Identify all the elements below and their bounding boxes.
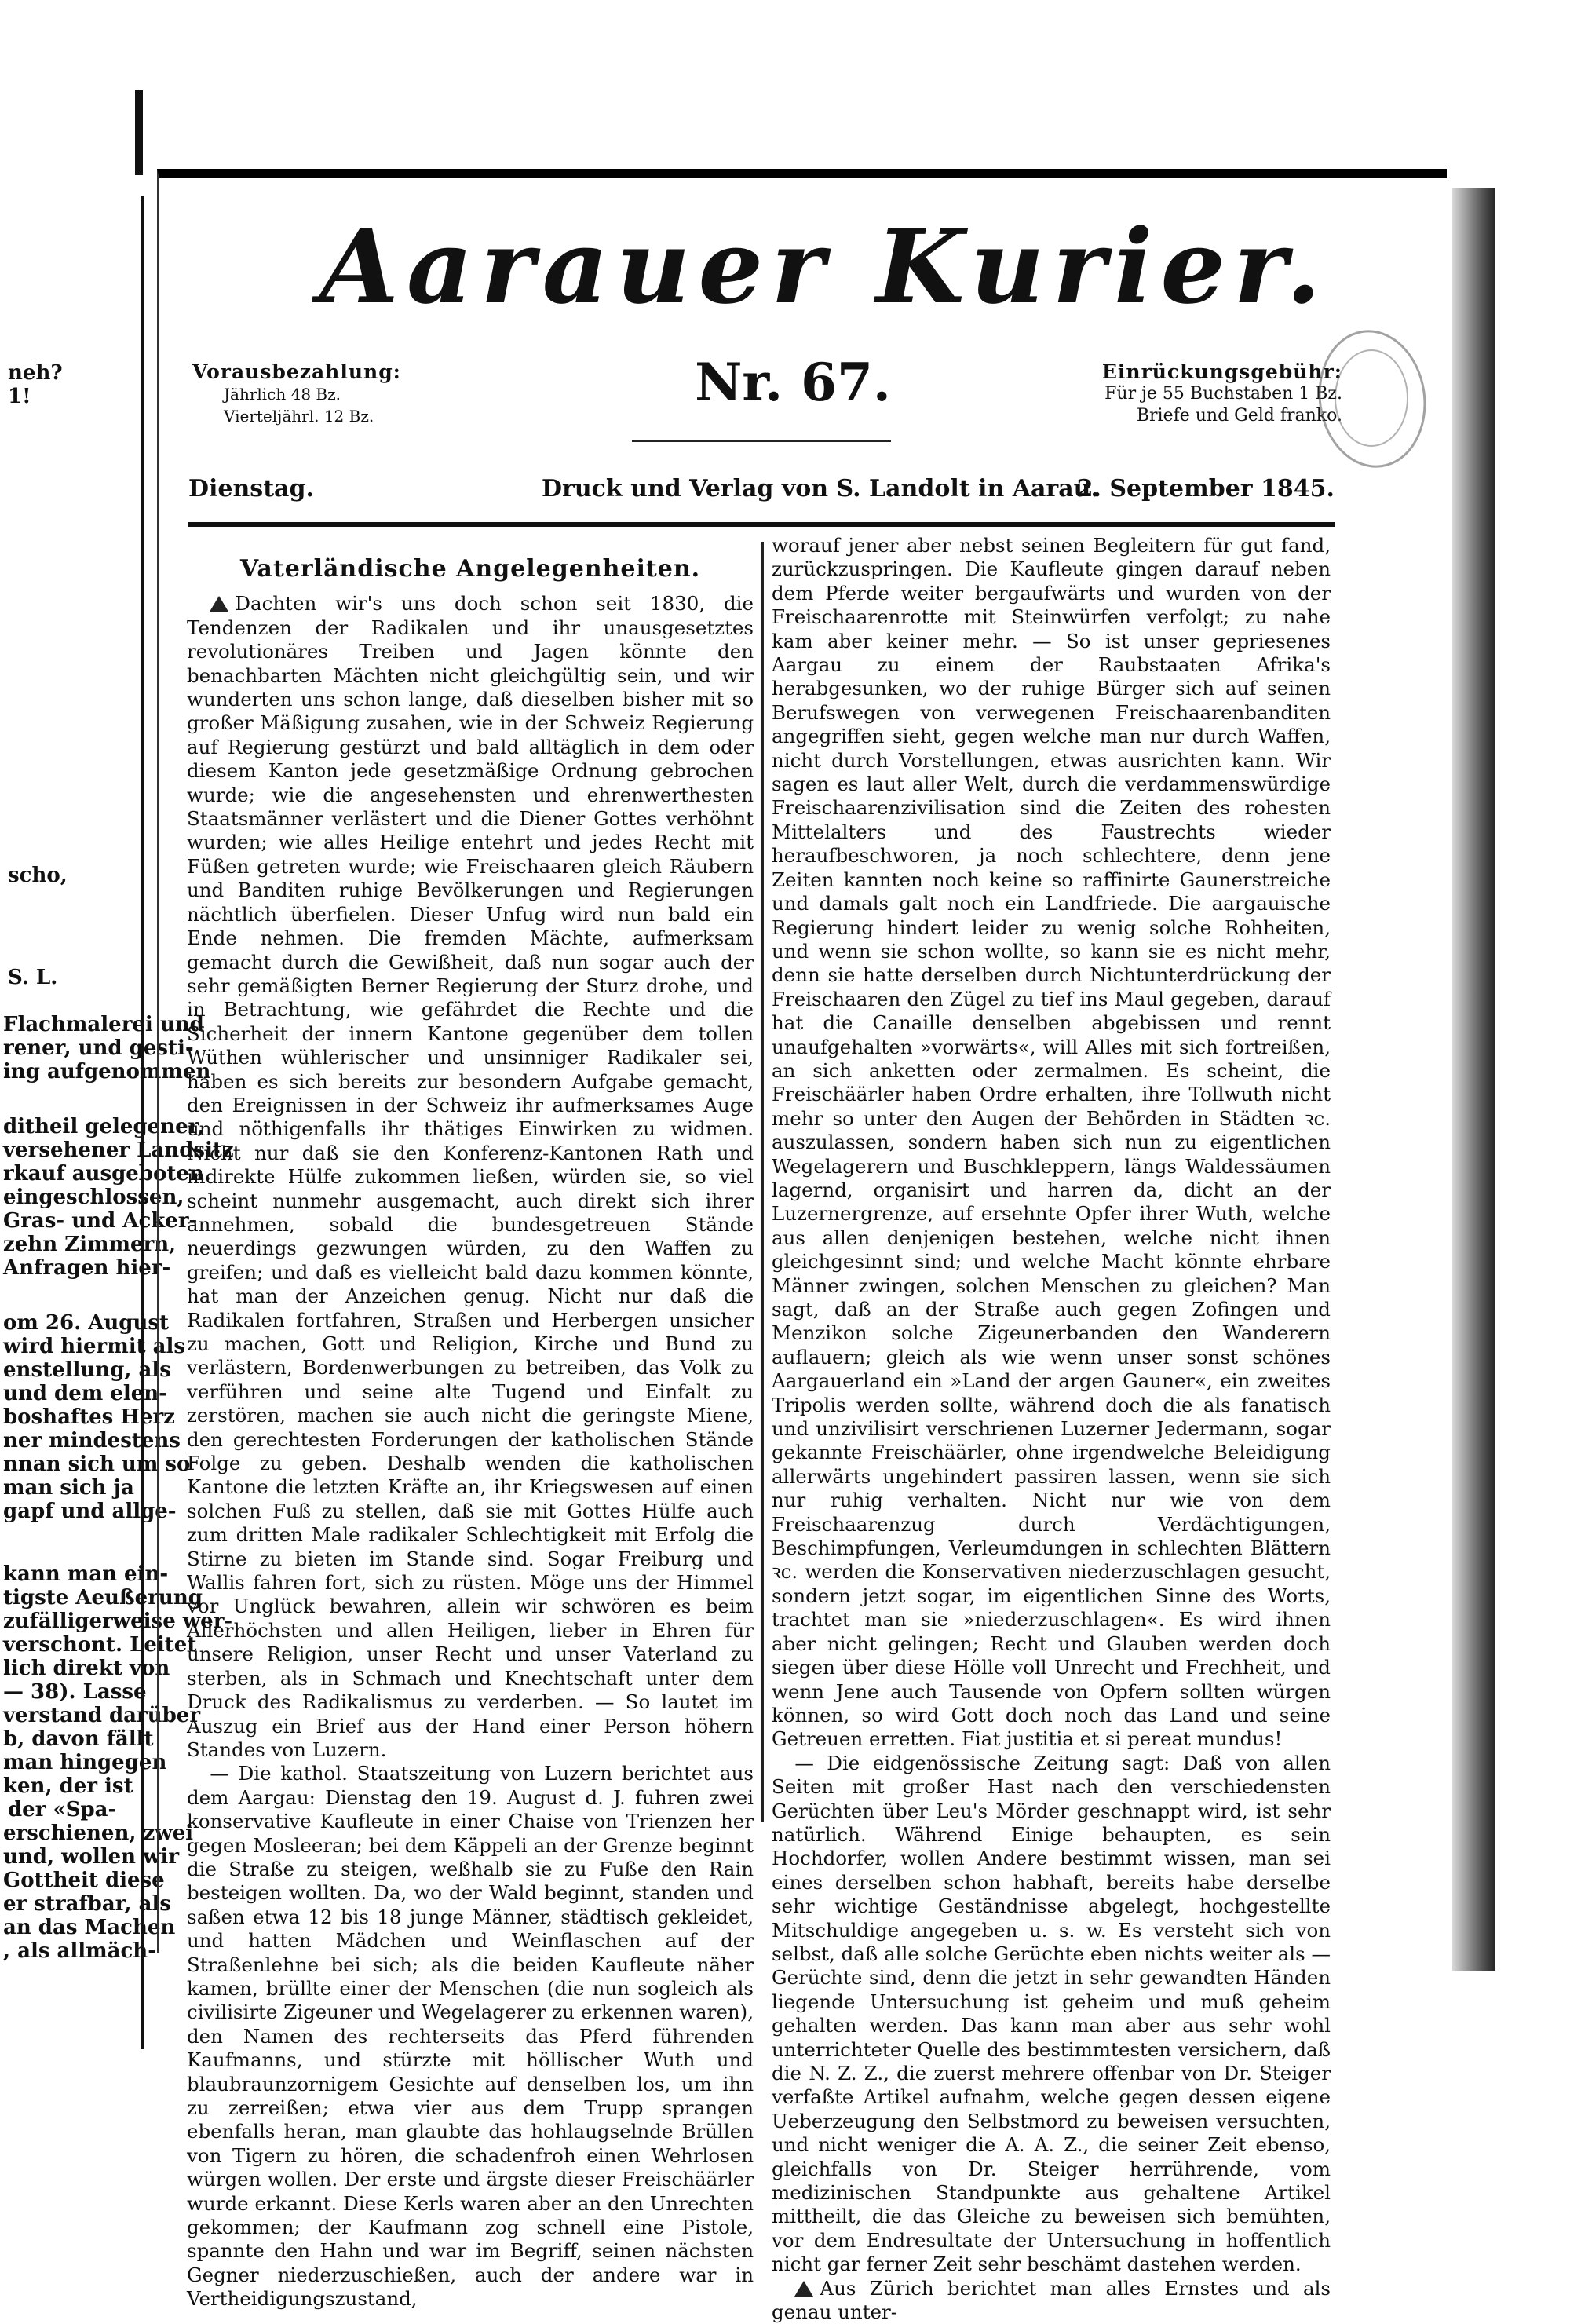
left-page-fragment-line: boshaftes Herz xyxy=(3,1405,175,1429)
left-page-fragment-line: zehn Zimmern, xyxy=(3,1233,177,1256)
left-page-fragment-line: gapf und allge- xyxy=(3,1500,177,1523)
library-stamp-inner-ring xyxy=(1334,349,1408,447)
left-page-fragment-line: — 38). Lasse xyxy=(3,1680,147,1704)
date-label: 2. September 1845. xyxy=(1076,475,1334,502)
left-page-fragment-line: neh? xyxy=(8,361,63,385)
article-paragraph: — Die kathol. Staatszeitung von Luzern berichtet aus dem Aargau: Dienstag den 19. August d. J. fuhren zwei konservative Kaufleute in einer Chaise von Trienzen her gegen Mosleeran; bei dem Käppeli an der Grenze beginnt die Straße zu steigen, weßhalb sie zu Fuße den Rain besteigen wollten. Da, wo der Wald beginnt, standen und saßen etwa 12 bis 18 junge Männer, städtisch gekleidet, und hatten Mädchen und Weinflaschen auf der Straßenlehne bei sich; als die beiden Kaufleute näher kamen, brüllte einer der Menschen (die nun sogleich als civilisirte Zigeuner und Wegelagerer zu erkennen waren), den Namen des rechterseits das Pferd führenden Kaufmanns, und stürzte mit höllischer Wuth und blaubraunzornigem Gesichte auf denselben los, um ihn zu zerreißen; etwa vier aus dem Trupp sprangen ebenfalls heran, man glaubte das hohlaugselnde Brüllen von Tigern zu hören, die schadenfroh einen Wehrlosen würgen wollen. Der erste und ärgste dieser Freischäärler wurde erkannt. Diese Kerls waren aber an den Unrechten gekommen; der Kaufmann zog schnell eine Pistole, spannte den Hahn und war im Begriff, seinen nächsten Gegner niederzuschießen, auch der andere war in Vertheidigungszustand, xyxy=(187,1762,754,2311)
insertion-fee-heading: Einrückungsgebühr: xyxy=(1101,360,1342,383)
left-page-fragment-line: ing aufgenommen xyxy=(3,1060,211,1083)
left-page-fragment-line: an das Machen xyxy=(3,1916,176,1939)
left-page-fragment-line: nnan sich um so xyxy=(3,1452,191,1476)
article-paragraph: — Die eidgenössische Zeitung sagt: Daß von allen Seiten mit großer Hast nach den verschiedensten Gerüchten über Leu's Mörder geschnappt wird, ist sehr natürlich. Während Einige behaupten, es sein Hochdorfer, wollen Andere bestimmt wissen, man sei eines derselben schon habhaft, bereits habe derselbe sehr wichtige Geständnisse abgelegt, hochgestellte Mitschuldige angegeben u. s. w. Es versteht sich von selbst, daß alle solche Gerüchte eben nichts weiter als — Gerüchte sind, denn die jetzt in sehr gewandten Händen liegende Untersuchung ist geheim und muß geheim gehalten werden. Das kann man aber aus sehr wohl unterrichteter Quelle des bestimmtesten versichern, daß die N. Z. Z., die zuerst mehrere offenbar von Dr. Steiger verfaßte Artikel aufnahm, welche gegen dessen eigene Ueberzeugung den Selbstmord zu beweisen versuchten, und nicht weniger die A. A. Z., die seiner Zeit ebenso, gleichfalls von Dr. Steiger herrührende, vom medizinischen Standpunkte aus gehaltene Artikel mittheilt, die das Gleiche zu beweisen sich bemühten, vor dem Endresultate der Untersuchung in hoffentlich nicht gar ferner Zeit sehr beschämt dastehen werden. xyxy=(772,1751,1331,2276)
left-page-fragment-line: eingeschlossen, xyxy=(3,1186,184,1209)
left-page-fragment-line: ditheil gelegener, xyxy=(3,1115,205,1138)
left-page-fragment-line: er strafbar, als xyxy=(3,1892,171,1916)
triangle-marker-icon xyxy=(794,2281,813,2297)
prepayment-info xyxy=(192,361,428,427)
left-page-fragment-line: Gras- und Acker- xyxy=(3,1209,198,1233)
left-page-fragment-line: man sich ja xyxy=(3,1476,134,1500)
article-paragraph xyxy=(187,592,754,1762)
issue-rule xyxy=(632,440,891,442)
imprint-line xyxy=(188,475,1334,513)
header-rule xyxy=(188,522,1334,527)
weekday-label: Dienstag. xyxy=(188,475,314,502)
left-page-fragment-line: der «Spa- xyxy=(8,1798,117,1822)
article-column-left xyxy=(187,557,754,2311)
left-page-fragment-line: rener, und gesti- xyxy=(3,1036,194,1060)
left-page-fragment-line: wird hiermit als xyxy=(3,1335,186,1358)
left-page-fragment-line: b, davon fällt xyxy=(3,1727,154,1751)
triangle-marker-icon xyxy=(210,596,228,612)
insertion-fee-info xyxy=(1044,361,1342,427)
left-page-fragment-line: verschont. Leitet xyxy=(3,1633,197,1657)
left-page-fragment-line: ken, der ist xyxy=(3,1774,133,1798)
left-page-fragment-line: und, wollen wir xyxy=(3,1845,180,1869)
left-page-fragment-line: rkauf ausgeboten. xyxy=(3,1162,211,1186)
section-heading: Vaterländische Angelegenheiten. xyxy=(239,555,701,583)
page-edge-shadow xyxy=(1452,188,1495,1971)
left-page-fragment-line: kann man ein- xyxy=(3,1562,169,1586)
left-page-fragment-line: und dem elen- xyxy=(3,1382,167,1405)
left-page-fragment-line: zufälligerweise wer- xyxy=(3,1610,233,1633)
issue-number: Nr. 67. xyxy=(695,352,891,413)
binding-rule xyxy=(135,90,143,175)
left-page-fragment-line: enstellung, als xyxy=(3,1358,171,1382)
left-page-fragment-line: Anfragen hier- xyxy=(3,1256,171,1280)
left-page-fragment-line: S. L. xyxy=(8,966,58,989)
insertion-fee-rate: Für je 55 Buchstaben 1 Bz. xyxy=(1104,384,1342,404)
left-page-fragment-line: Flachmalerei und xyxy=(3,1013,204,1036)
left-page-fragment-line: tigste Aeußerung xyxy=(3,1586,203,1610)
prepayment-heading: Vorausbezahlung: xyxy=(192,360,401,383)
prepayment-yearly: Jährlich 48 Bz. xyxy=(224,385,341,404)
masthead-title: Aarauer Kurier. xyxy=(319,206,1329,327)
left-page-fragment-line: om 26. August xyxy=(3,1311,169,1335)
left-page-fragment-line: scho, xyxy=(8,864,68,887)
left-page-fragment-line: ner mindestens xyxy=(3,1429,181,1452)
article-column-right xyxy=(772,534,1331,2324)
left-page-fragment-line: 1! xyxy=(8,385,31,408)
left-page-fragment-line: versehener Landsitz xyxy=(3,1138,234,1162)
insertion-fee-postage: Briefe und Geld franko. xyxy=(1136,406,1342,426)
left-page-fragment xyxy=(0,361,234,1979)
article-paragraph-text: Dachten wir's uns doch schon seit 1830, die Tendenzen der Radikalen und ihr unausgesetztes revolutionäres Treiben und Jagen könnte den benachbarten Mächten nicht gleichgültig sein, und wir wunderten uns schon lange, daß dieselben bisher mit so großer Mäßigung zusahen, wie in der Schweiz Regierung auf Regierung gestürzt und bald alltäglich in dem oder diesem Kanton jede gesetzmäßige Ordnung gebrochen wurde; wie die angesehensten und ehrenwerthesten Staatsmänner verlästert und die Diener Gottes verhöhnt wurden; wie alles Heilige entehrt und jedes Recht mit Füßen getreten wurde; wie Freischaaren gleich Räubern und Banditen ruhige Bevölkerungen und Regierungen nächtlich überfielen. Dieser Unfug wird nun bald ein Ende nehmen. Die fremden Mächte, aufmerksam gemacht durch die Gewißheit, daß nun sogar auch der sehr gemäßigten Berner Regierung der Sturz drohe, und in Betrachtung, wie gefährdet die Rechte und die Sicherheit der innern Kantone gegenüber dem tollen Wüthen wühlerischer und unsinniger Radikaler sei, haben es sich bereits zur besondern Aufgabe gemacht, den Ereignissen in der Schweiz ihr aufmerksames Auge und nöthigenfalls ihr thätiges Einwirken zu widmen. Nicht nur daß sie den Konferenz-Kantonen Rath und indirekte Hülfe zukommen ließen, würden sie, so viel scheint nunmehr ausgemacht, auch direkt sich ihrer annehmen, sobald die bundesgetreuen Stände neuerdings gezwungen würden, zu den Waffen zu greifen; und daß es vielleicht bald dazu kommen könnte, hat man der Anzeichen genug. Nicht nur daß die Radikalen fortfahren, Straßen und Herbergen unsicher zu machen, Gott und Religion, Kirche und Bund zu verlästern, Bordenwerbungen zu betreiben, das Volk zu verführen und seine alte Tugend und Einfalt zu zerstören, machen sie auch nicht die geringste Miene, den gerechtesten Forderungen der katholischen Stände Folge zu geben. Deshalb wenden die katholischen Kantone die letzten Kräfte an, ihr Kriegswesen auf einen solchen Fuß zu stellen, daß sie mit Gottes Hülfe auch zum dritten Male radikaler Schlechtigkeit mit Erfolg die Stirne zu bieten im Stande sind. Sogar Freiburg und Wallis fahren fort, sich zu rüsten. Möge uns der Himmel vor Unglück bewahren, allein wir schwören es beim Allerhöchsten und allen Heiligen, lieber in Ehren für unsere Religion, unser Recht und unser Vaterland zu sterben, als in Schmach und Knechtschaft unter dem Druck des Radikalismus zu verderben. — So lautet im Auszug ein Brief aus der Hand einer Person höhern Standes von Luzern. xyxy=(187,592,754,1761)
prepayment-quarterly: Vierteljährl. 12 Bz. xyxy=(224,407,374,426)
article-paragraph: worauf jener aber nebst seinen Begleitern für gut fand, zurückzuspringen. Die Kaufleute gingen darauf neben dem Pferde weiter bergaufwärts und wurden von der Freischaarenrotte mit Steinwürfen verfolgt; zu nahe kam aber keiner mehr. — So ist unser gepriesenes Aargau zu einem der Raubstaaten Afrika's herabgesunken, wo der ruhige Bürger sich auf seinen Berufswegen von verwegenen Freischaarenbanditen angegriffen sieht, gegen welche man nur durch Waffen, nicht durch Vorstellungen, etwas ausrichten kann. Wir sagen es laut aller Welt, durch die verdammenswürdige Freischaarenzivilisation sind die Zeiten des rohesten Mittelalters und des Faustrechts wieder heraufbeschworen, ja noch schlechtere, denn jene Zeiten kannten noch keine so raffinirte Gaunerstreiche und damals galt noch ein Landfriede. Die aargauische Regierung hindert leider zu wenig solche Rohheiten, und wenn sie schon wollte, so kann sie es nicht mehr, denn sie hatte derselben durch Nichtunterdrückung der Freischaaren den Zügel zu tief ins Maul gegeben, darauf hat die Canaille denselben abgebissen und rennt unaufgehalten »vorwärts«, will Alles mit sich fortreißen, an sich anketten oder zermalmen. Es scheint, die Freischäärler haben Ordre erhalten, ihre Tollwuth nicht mehr so unter den Augen der Behörden in Städten ꝛc. auszulassen, sondern haben sich nun zu eigentlichen Wegelagerern und Buschkleppern, längs Waldessäumen lagernd, organisirt und harren da, dicht an der Luzernergrenze, auf ersehnte Opfer ihrer Wuth, welche aus allen denjenigen bestehen, welche nicht ihnen gleichgesinnt sind; und welche Macht könnte ehrbare Männer zwingen, solchen Menschen zu gleichen? Man sagt, daß an der Straße auch gegen Zofingen und Menzikon solche Zigeunerbanden den Wanderern auflauern; gleich als wie wenn unser sonst schönes Aargauerland ein »Land der argen Gauner«, ein zweites Tripolis werden sollte, während doch die als fanatisch und unzivilisirt verschrienen Luzerner Jedermann, sogar gekannte Freischäärler, ohne irgendwelche Beleidigung allerwärts ungehindert passiren lassen, wenn sie sich nur ruhig verhalten. Nicht nur wie von dem Freischaarenzug durch Verdächtigungen, Beschimpfungen, Verleumdungen in schlechten Blättern ꝛc. werden die Konservativen niederzuschlagen gesucht, sondern jetzt sogar, im eigentlichen Sinne des Worts, trachtet man sie »niederzuschlagen«. Es wird ihnen aber nicht gelingen; Recht und Glauben werden doch siegen über diese Hölle voll Unrecht und Frechheit, und wenn Jene auch Tausende von Opfern sollten würgen können, so wird Gott doch noch das Land und seine Getreuen erretten. Fiat justitia et si pereat mundus! xyxy=(772,534,1331,1751)
left-page-fragment-line: man hingegen xyxy=(3,1751,167,1774)
left-page-fragment-line: erschienen, zwei xyxy=(3,1822,194,1845)
left-page-fragment-line: verstand darüber xyxy=(3,1704,201,1727)
column-divider xyxy=(761,542,764,1822)
publisher-label: Druck und Verlag von S. Landolt in Aarau. xyxy=(542,475,1099,502)
left-page-fragment-line: Gottheit diese xyxy=(3,1869,165,1892)
article-paragraph xyxy=(772,2277,1331,2324)
article-paragraph-text: Aus Zürich berichtet man alles Ernstes und als genau unter- xyxy=(772,2276,1331,2324)
left-page-fragment-line: lich direkt von xyxy=(3,1657,170,1680)
left-page-fragment-line: , als allmäch- xyxy=(3,1939,156,1963)
